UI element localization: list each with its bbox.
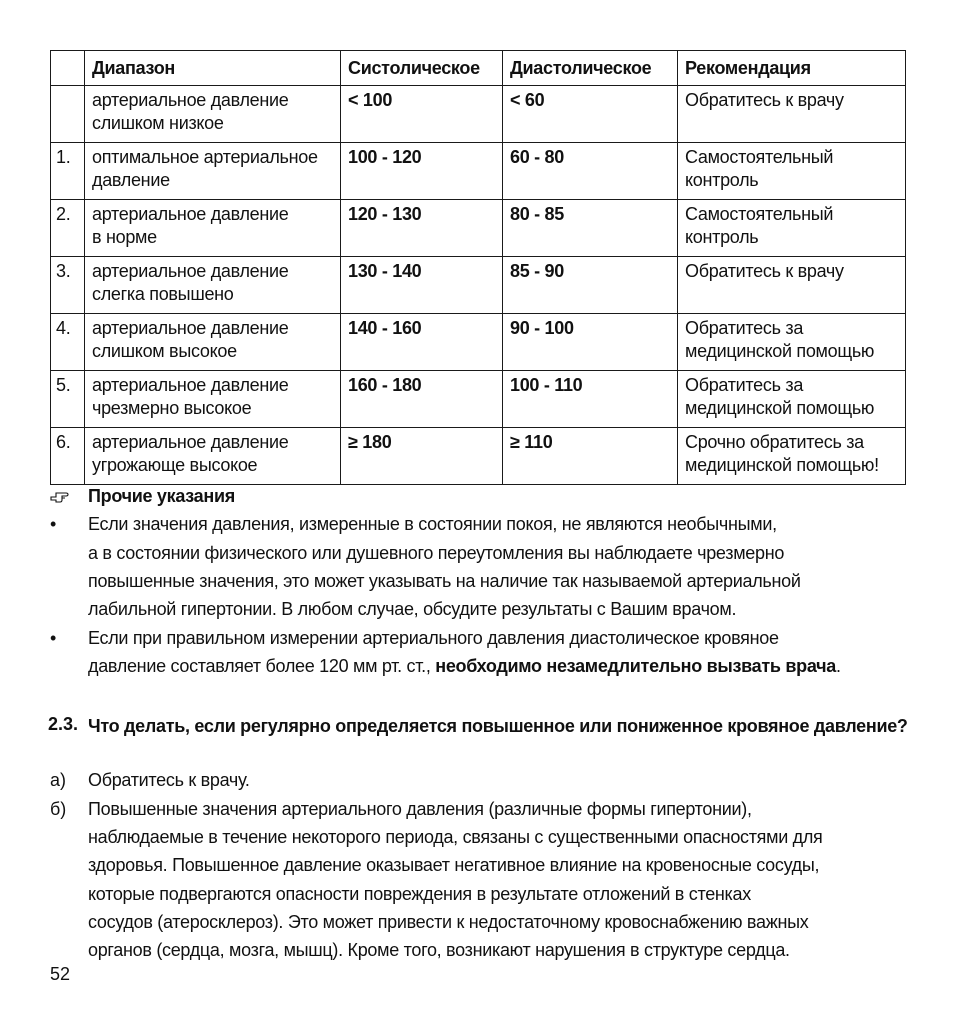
item-b-line: которые подвергаются опасности повреждения в результате отложений в стенках (88, 884, 751, 904)
table-row (51, 371, 906, 428)
bullet1-line: повышенные значения, это может указывать на наличие так называемой артериальной (88, 571, 801, 591)
diastolic-cell: 100 - 110 (503, 371, 678, 428)
range-cell (85, 314, 341, 371)
recommendation-line: Обратитесь за (685, 375, 804, 395)
diastolic-cell: ≥ 110 (503, 428, 678, 485)
table-row (51, 200, 906, 257)
recommendation-line: Обратитесь за (685, 318, 804, 338)
systolic-cell: < 100 (341, 86, 503, 143)
row-number: 5. (51, 371, 85, 428)
recommendation-line: Обратитесь к врачу (685, 261, 844, 281)
item-a-text: Обратитесь к врачу. (88, 770, 250, 790)
systolic-cell: 130 - 140 (341, 257, 503, 314)
pointing-hand-icon (50, 488, 72, 504)
section-title: Что делать, если регулярно определяется повышенное или пониженное кровяное давление? (88, 716, 908, 736)
bullet1-line: а в состоянии физического или душевного переутомления вы наблюдаете чрезмерно (88, 543, 785, 563)
range-line: артериальное давление (92, 90, 289, 110)
range-cell (85, 257, 341, 314)
item-b-line: сосудов (атеросклероз). Это может привести к недостаточному кровоснабжению важных (88, 912, 809, 932)
range-cell (85, 143, 341, 200)
row-number: 6. (51, 428, 85, 485)
recommendation-line: контроль (685, 170, 759, 190)
item-b-line: наблюдаемые в течение некоторого периода, связаны с существенными опасностями для (88, 827, 823, 847)
range-line: чрезмерно высокое (92, 398, 252, 418)
section-number: 2.3. (48, 714, 79, 734)
range-line: артериальное давление (92, 261, 289, 281)
table-row (51, 143, 906, 200)
range-line: артериальное давление (92, 318, 289, 338)
table-header-row (51, 51, 906, 86)
range-line: слишком низкое (92, 113, 224, 133)
recommendation-line: медицинской помощью! (685, 455, 879, 475)
range-line: артериальное давление (92, 375, 289, 395)
bullet2-plain: давление составляет более 120 мм рт. ст., (88, 656, 436, 676)
range-line: слишком высокое (92, 341, 237, 361)
range-cell (85, 200, 341, 257)
recommendation-line: Самостоятельный (685, 147, 834, 167)
recommendation-cell (678, 371, 906, 428)
header-cell-diastolic: Диастолическое (503, 51, 678, 86)
range-line: в норме (92, 227, 157, 247)
row-number: 2. (51, 200, 85, 257)
row-number: 3. (51, 257, 85, 314)
item-a-marker: а) (50, 770, 67, 790)
recommendation-line: Срочно обратитесь за (685, 432, 864, 452)
recommendation-cell (678, 428, 906, 485)
diastolic-cell: 60 - 80 (503, 143, 678, 200)
header-cell-num (51, 51, 85, 86)
bullet1-line: лабильной гипертонии. В любом случае, обсудите результаты с Вашим врачом. (88, 599, 737, 619)
range-cell (85, 428, 341, 485)
systolic-cell: 160 - 180 (341, 371, 503, 428)
header-cell-range: Диапазон (85, 51, 341, 86)
item-b-line: здоровья. Повышенное давление оказывает негативное влияние на кровеносные сосуды, (88, 855, 820, 875)
bullet2-line: Если при правильном измерении артериального давления диастолическое кровяное (88, 628, 779, 648)
systolic-cell: 100 - 120 (341, 143, 503, 200)
recommendation-cell (678, 257, 906, 314)
range-cell (85, 371, 341, 428)
row-number: 4. (51, 314, 85, 371)
table-row (51, 257, 906, 314)
item-b-line: Повышенные значения артериального давления (различные формы гипертонии), (88, 799, 752, 819)
recommendation-cell (678, 86, 906, 143)
row-number: 1. (51, 143, 85, 200)
row-number (51, 86, 85, 143)
range-line: артериальное давление (92, 204, 289, 224)
range-line: оптимальное артериальное (92, 147, 318, 167)
diastolic-cell: 80 - 85 (503, 200, 678, 257)
systolic-cell: 120 - 130 (341, 200, 503, 257)
recommendation-line: Самостоятельный (685, 204, 834, 224)
systolic-cell: 140 - 160 (341, 314, 503, 371)
page-number: 52 (50, 964, 71, 984)
range-line: слегка повышено (92, 284, 234, 304)
item-b-marker: б) (50, 799, 67, 819)
header-cell-systolic: Систолическое (341, 51, 503, 86)
recommendation-line: медицинской помощью (685, 398, 875, 418)
table-row (51, 86, 906, 143)
range-cell (85, 86, 341, 143)
range-line: угрожающе высокое (92, 455, 258, 475)
header-cell-recommendation: Рекомендация (678, 51, 906, 86)
diastolic-cell: 85 - 90 (503, 257, 678, 314)
bullet2-emphasis: необходимо незамедлительно вызвать врача (435, 656, 836, 676)
recommendation-cell (678, 200, 906, 257)
recommendation-cell (678, 143, 906, 200)
range-line: артериальное давление (92, 432, 289, 452)
bullet-marker: • (50, 628, 57, 648)
diastolic-cell: 90 - 100 (503, 314, 678, 371)
table-row (51, 428, 906, 485)
range-line: давление (92, 170, 170, 190)
recommendation-line: медицинской помощью (685, 341, 875, 361)
diastolic-cell: < 60 (503, 86, 678, 143)
blood-pressure-table (50, 50, 906, 485)
bullet-marker: • (50, 514, 57, 534)
bullet2-line (88, 656, 841, 677)
table-row (51, 314, 906, 371)
recommendation-cell (678, 314, 906, 371)
notes-title: Прочие указания (88, 486, 235, 506)
recommendation-line: Обратитесь к врачу (685, 90, 844, 110)
bullet1-line: Если значения давления, измеренные в состоянии покоя, не являются необычными, (88, 514, 777, 534)
systolic-cell: ≥ 180 (341, 428, 503, 485)
recommendation-line: контроль (685, 227, 759, 247)
item-b-line: органов (сердца, мозга, мышц). Кроме того, возникают нарушения в структуре сердца. (88, 940, 790, 960)
bullet2-end: . (835, 656, 841, 676)
